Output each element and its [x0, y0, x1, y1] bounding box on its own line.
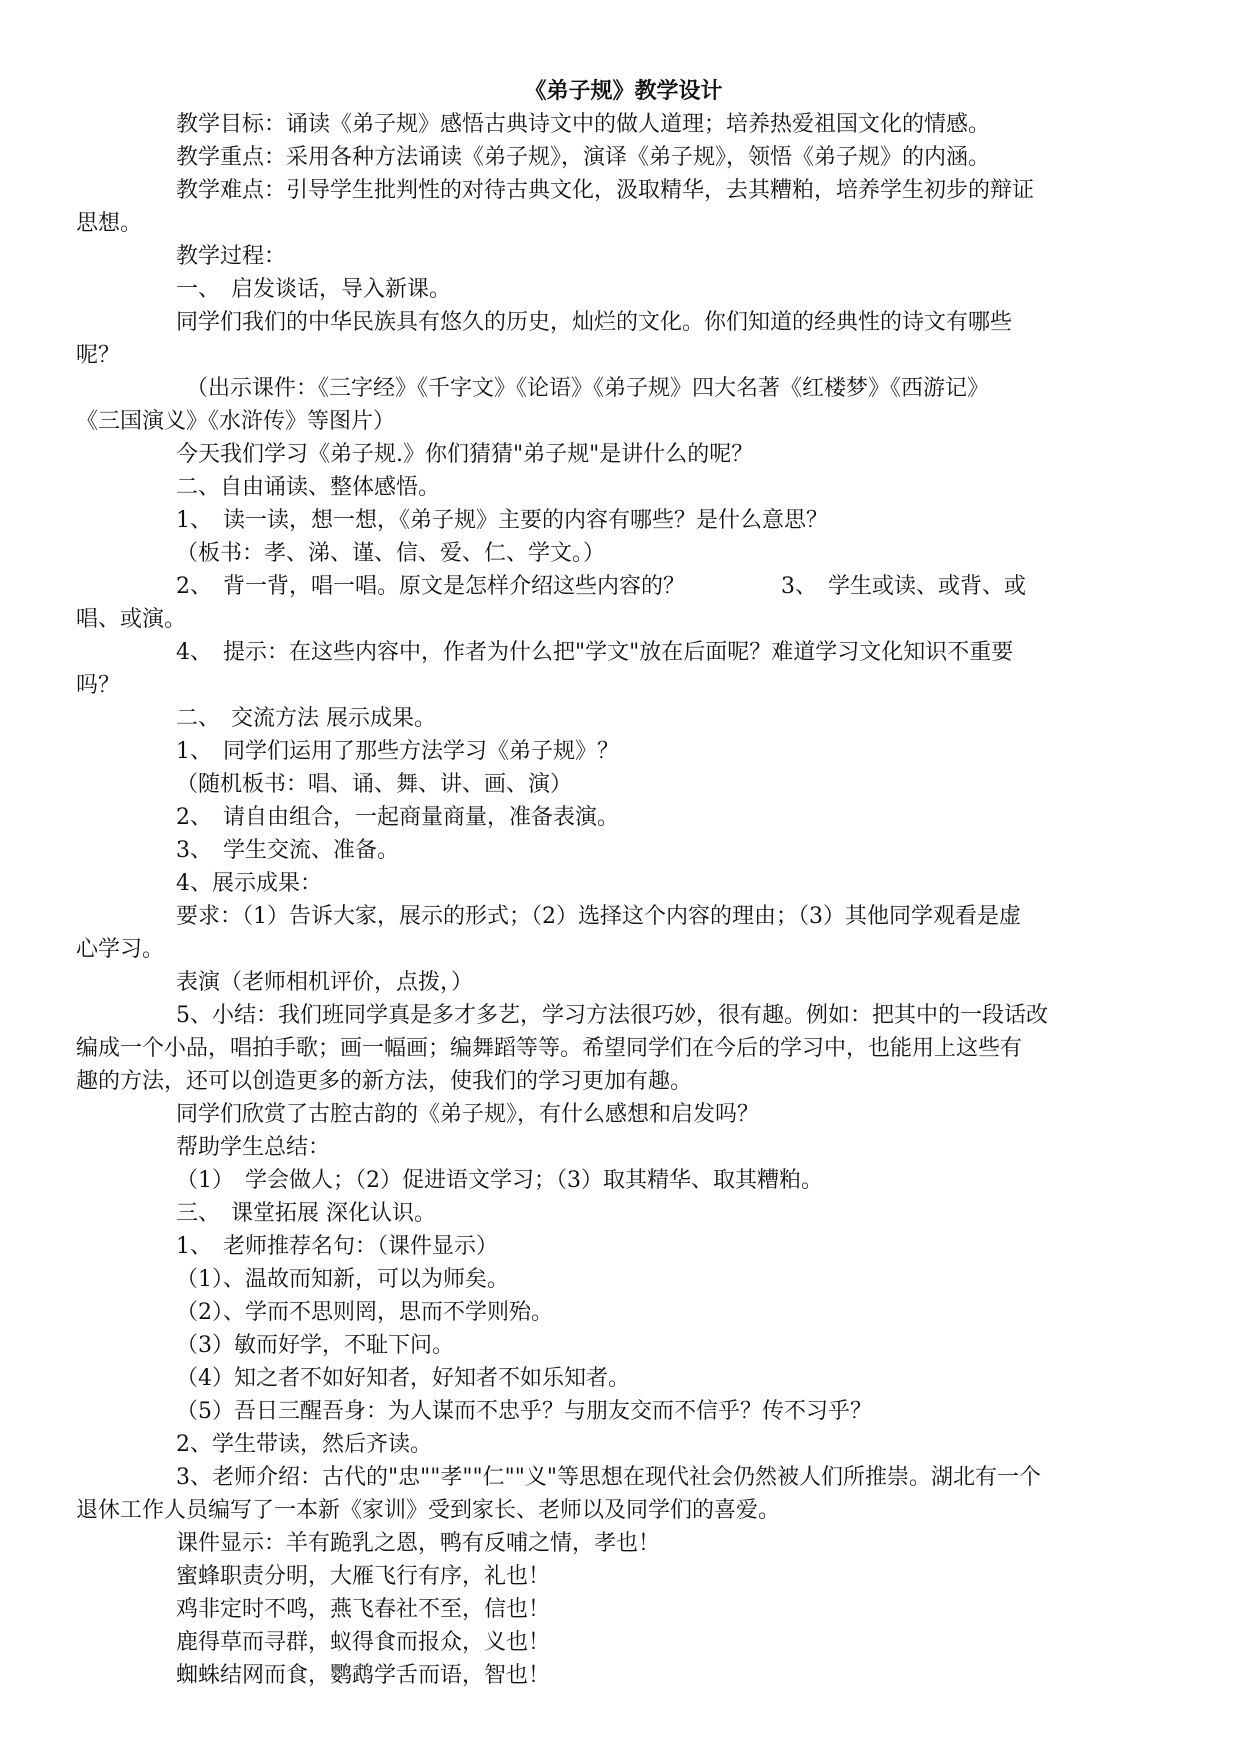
text-line — [76, 1494, 1171, 1527]
text-line-content: （出示课件：《三字经》《千字文》《论语》《弟子规》四大名著《红楼梦》《西游记》 — [186, 376, 990, 401]
text-line — [76, 339, 1171, 372]
text-line — [76, 900, 1171, 933]
text-line — [76, 702, 1171, 735]
text-line-content: 二、自由诵读、整体感悟。 — [176, 475, 441, 500]
text-line — [76, 438, 1171, 471]
text-line — [76, 1626, 1171, 1659]
text-line-content: 教学目标：诵读《弟子规》感悟古典诗文中的做人道理；培养热爱祖国文化的情感。 — [176, 112, 991, 137]
text-line — [76, 471, 1171, 504]
text-line — [76, 1593, 1171, 1626]
text-line-content: 二、 交流方法 展示成果。 — [176, 706, 436, 731]
text-line — [76, 306, 1171, 339]
text-line-content: 教学难点：引导学生批判性的对待古典文化，汲取精华，去其糟粕，培养学生初步的辩证 — [176, 178, 1035, 203]
text-line — [76, 1296, 1171, 1329]
text-line-content: 3、 学生或读、或背、或 — [781, 574, 1026, 599]
text-line-content: 教学重点：采用各种方法诵读《弟子规》，演译《弟子规》，领悟《弟子规》的内涵。 — [176, 145, 991, 170]
text-line — [76, 1197, 1171, 1230]
text-line-content: 课件显示：羊有跪乳之恩，鸭有反哺之情，孝也！ — [176, 1531, 661, 1556]
text-line-content: 4、 提示：在这些内容中，作者为什么把"学文"放在后面呢？难道学习文化知识不重要 — [176, 640, 1014, 665]
text-line — [76, 1329, 1171, 1362]
text-line — [76, 537, 1171, 570]
text-line — [76, 801, 1171, 834]
text-line — [76, 735, 1171, 768]
text-line — [76, 405, 1171, 438]
text-line-content: 3、 学生交流、准备。 — [176, 838, 399, 863]
text-line — [76, 1032, 1171, 1065]
text-line-content: 2、 背一背，唱一唱。原文是怎样介绍这些内容的？ — [176, 574, 685, 599]
text-line — [76, 768, 1171, 801]
text-line-content: 心学习。 — [76, 937, 165, 962]
text-line-content: 趣的方法，还可以创造更多的新方法，使我们的学习更加有趣。 — [76, 1069, 693, 1094]
text-line-content: 要求：（1）告诉大家，展示的形式；（2）选择这个内容的理由；（3）其他同学观看是虚 — [176, 904, 1021, 929]
text-line — [76, 636, 1171, 669]
text-line — [76, 174, 1171, 207]
text-line-content: （板书：孝、涕、谨、信、爱、仁、学文。） — [176, 541, 606, 566]
text-line-content: 4、展示成果： — [176, 871, 322, 896]
text-line — [76, 273, 1171, 306]
text-line — [76, 867, 1171, 900]
text-line-content: （4）知之者不如好知者，好知者不如乐知者。 — [176, 1366, 630, 1391]
text-line — [76, 570, 1171, 603]
text-line-content: 三、 课堂拓展 深化认识。 — [176, 1201, 436, 1226]
text-line-content: 同学们欣赏了古腔古韵的《弟子规》，有什么感想和启发吗？ — [176, 1102, 760, 1127]
text-line — [76, 1362, 1171, 1395]
text-line-content: 一、 启发谈话，导入新课。 — [176, 277, 452, 302]
text-line — [76, 669, 1171, 702]
text-line — [76, 1164, 1171, 1197]
document-body — [76, 108, 1171, 1692]
text-line-content: 思想。 — [76, 211, 143, 236]
text-line-content: （3）敏而好学，不耻下问。 — [176, 1333, 454, 1358]
text-line — [76, 108, 1171, 141]
text-line-content: 退休工作人员编写了一本新《家训》受到家长、老师以及同学们的喜爱。 — [76, 1498, 781, 1523]
text-line — [76, 504, 1171, 537]
text-line — [76, 1428, 1171, 1461]
text-line-content: 2、学生带读，然后齐读。 — [176, 1432, 432, 1457]
text-line-content: 蜘蛛结网而食，鹦鹉学舌而语，智也！ — [176, 1663, 551, 1688]
text-line — [76, 1461, 1171, 1494]
text-line-content: 唱、或演。 — [76, 607, 187, 632]
text-line-content: 《三国演义》《水浒传》等图片） — [76, 409, 396, 434]
text-line-content: （随机板书：唱、诵、舞、讲、画、演） — [176, 772, 573, 797]
text-line-content: 1、 同学们运用了那些方法学习《弟子规》？ — [176, 739, 619, 764]
text-line — [76, 933, 1171, 966]
text-line-content: 今天我们学习《弟子规.》你们猜猜"弟子规"是讲什么的呢？ — [176, 442, 754, 467]
text-line — [76, 834, 1171, 867]
text-line — [76, 1659, 1171, 1692]
text-line-content: 5、小结：我们班同学真是多才多艺，学习方法很巧妙，很有趣。例如：把其中的一段话改 — [176, 1003, 1049, 1028]
text-line — [76, 141, 1171, 174]
text-line-content: 1、 老师推荐名句：（课件显示） — [176, 1234, 498, 1259]
text-line — [76, 1230, 1171, 1263]
text-line-content: 鸡非定时不鸣，燕飞春社不至，信也！ — [176, 1597, 551, 1622]
document-title: 《弟子规》教学设计 — [524, 78, 723, 104]
text-line — [76, 999, 1171, 1032]
text-line — [76, 372, 1171, 405]
text-line — [76, 1263, 1171, 1296]
text-line-content: 编成一个小品，唱拍手歌；画一幅画；编舞蹈等等。希望同学们在今后的学习中，也能用上这些有 — [76, 1036, 1023, 1061]
text-line — [76, 240, 1171, 273]
text-line-content: 同学们我们的中华民族具有悠久的历史，灿烂的文化。你们知道的经典性的诗文有哪些 — [176, 310, 1013, 335]
text-line-content: （5）吾日三醒吾身：为人谋而不忠乎？与朋友交而不信乎？传不习乎？ — [176, 1399, 872, 1424]
text-line-content: （1）、温故而知新，可以为师矣。 — [176, 1267, 509, 1292]
text-line-content: （2）、学而不思则罔，思而不学则殆。 — [176, 1300, 553, 1325]
text-line-content: 3、老师介绍：古代的"忠""孝""仁""义"等思想在现代社会仍然被人们所推崇。湖北有一个 — [176, 1465, 1041, 1490]
text-line — [76, 1131, 1171, 1164]
text-line-content: 表演（老师相机评价，点拨，） — [176, 970, 474, 995]
text-line — [76, 1395, 1171, 1428]
text-line-content: 鹿得草而寻群，蚁得食而报众，义也！ — [176, 1630, 551, 1655]
text-line — [76, 603, 1171, 636]
text-line-content: （1） 学会做人；（2）促进语文学习；（3）取其精华、取其糟粕。 — [176, 1168, 823, 1193]
text-line-content: 帮助学生总结： — [176, 1135, 331, 1160]
text-line-content: 蜜蜂职责分明，大雁飞行有序，礼也！ — [176, 1564, 551, 1589]
text-line — [76, 1560, 1171, 1593]
text-line-content: 2、 请自由组合，一起商量商量，准备表演。 — [176, 805, 619, 830]
text-line-content: 吗？ — [76, 673, 121, 698]
text-line — [76, 1065, 1171, 1098]
text-line-content: 教学过程： — [176, 244, 287, 269]
text-line — [76, 966, 1171, 999]
text-line — [76, 207, 1171, 240]
text-line — [76, 1527, 1171, 1560]
text-line-content: 1、 读一读，想一想，《弟子规》主要的内容有哪些？是什么意思？ — [176, 508, 828, 533]
text-line-content: 呢？ — [76, 343, 121, 368]
text-line — [76, 1098, 1171, 1131]
